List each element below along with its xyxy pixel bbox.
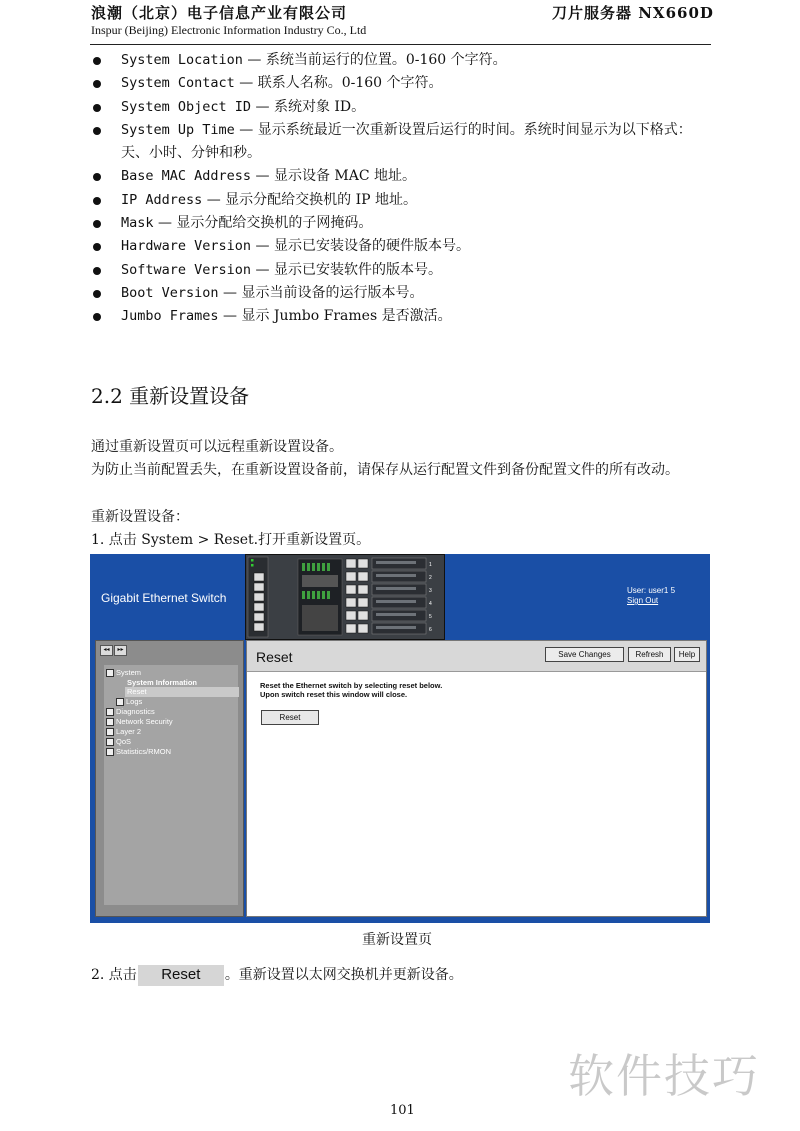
list-item bbox=[91, 282, 716, 305]
desc: — 显示已安装设备的硬件版本号。 bbox=[251, 238, 470, 255]
list-item bbox=[91, 305, 716, 328]
nav-back-button[interactable]: ◂◂ bbox=[100, 645, 113, 656]
header-company-en: Inspur (Beijing) Electronic Information Industry Co., Ltd bbox=[91, 23, 367, 37]
desc: — 系统对象 ID。 bbox=[251, 98, 366, 115]
term: System Location bbox=[121, 52, 243, 68]
list-item bbox=[91, 165, 716, 188]
nav-forward-button[interactable]: ▸▸ bbox=[114, 645, 127, 656]
page-title: Reset bbox=[256, 649, 293, 665]
bullet-icon bbox=[93, 220, 101, 228]
sign-out-link[interactable]: Sign Out bbox=[627, 596, 659, 605]
reset-description: Reset the Ethernet switch by selecting reset below. Upon switch reset this window will close. bbox=[260, 681, 443, 699]
desc: — 显示系统最近一次重新设置后运行的时间。系统时间显示为以下格式：天、小时、分钟和秒。 bbox=[121, 121, 692, 162]
warning-paragraph: 为防止当前配置丢失，在重新设置设备前，请保存从运行配置文件到备份配置文件的所有改动。 bbox=[91, 462, 679, 478]
slot-number-5: 5 bbox=[429, 614, 432, 620]
term: Software Version bbox=[121, 261, 252, 278]
tree-item-system-information[interactable]: System Information bbox=[127, 678, 198, 687]
bullet-icon bbox=[93, 313, 101, 321]
desc: — 显示已安装软件的版本号。 bbox=[251, 261, 442, 278]
expand-icon bbox=[106, 738, 114, 746]
desc: — 显示分配给交换机的子网掩码。 bbox=[153, 215, 373, 232]
desc: — 联系人名称。0-160 个字符。 bbox=[234, 75, 443, 92]
page-number: 101 bbox=[390, 1103, 415, 1118]
step-2 bbox=[91, 964, 463, 986]
tree-item-statistics-rmon[interactable]: Statistics/RMON bbox=[106, 747, 171, 757]
bullet-icon bbox=[93, 127, 101, 135]
bullet-icon bbox=[93, 173, 101, 181]
expand-icon bbox=[106, 728, 114, 736]
tree-item-system[interactable]: System bbox=[106, 668, 141, 678]
bullet-icon bbox=[93, 80, 101, 88]
term: Mask bbox=[121, 215, 154, 232]
tree-item-network-security[interactable]: Network Security bbox=[106, 717, 173, 727]
desc: — 显示 Jumbo Frames 是否激活。 bbox=[218, 308, 452, 325]
step-2-suffix: 。重新设置以太网交换机并更新设备。 bbox=[224, 967, 463, 983]
bullet-icon bbox=[93, 57, 101, 65]
slot-number-2: 2 bbox=[429, 575, 432, 581]
term: System Object ID bbox=[121, 98, 252, 115]
reset-button[interactable]: Reset bbox=[261, 710, 319, 725]
list-item bbox=[91, 96, 716, 119]
term: System Up Time bbox=[121, 121, 235, 138]
procedure-label: 重新设置设备： bbox=[91, 509, 189, 525]
help-button[interactable]: Help bbox=[674, 647, 700, 662]
field-description-list bbox=[91, 49, 716, 329]
desc: — 显示设备 MAC 地址。 bbox=[251, 168, 417, 185]
term: IP Address bbox=[121, 191, 203, 208]
step-1: 1. 点击 System > Reset.打开重新设置页。 bbox=[91, 532, 371, 548]
term: System Contact bbox=[121, 75, 235, 92]
tree-item-reset[interactable]: Reset bbox=[125, 687, 239, 697]
header-company-cn: 浪潮（北京）电子信息产业有限公司 bbox=[91, 4, 348, 22]
nav-panel bbox=[95, 640, 244, 917]
term: Hardware Version bbox=[121, 238, 252, 255]
banner-title: Gigabit Ethernet Switch bbox=[101, 591, 227, 605]
list-item bbox=[91, 119, 716, 166]
expand-icon bbox=[106, 708, 114, 716]
tree-item-layer2[interactable]: Layer 2 bbox=[106, 727, 141, 737]
watermark: 软件技巧 bbox=[568, 1049, 760, 1103]
list-item bbox=[91, 212, 716, 235]
desc: — 显示当前设备的运行版本号。 bbox=[218, 284, 424, 301]
slot-number-6: 6 bbox=[429, 627, 432, 633]
header-product: 刀片服务器 NX660D bbox=[552, 4, 714, 22]
list-item bbox=[91, 72, 716, 95]
term: Jumbo Frames bbox=[121, 308, 219, 325]
content-panel bbox=[246, 640, 707, 917]
term: Boot Version bbox=[121, 284, 219, 301]
tree-item-qos[interactable]: QoS bbox=[106, 737, 131, 747]
reset-page-screenshot bbox=[90, 554, 710, 923]
slot-number-3: 3 bbox=[429, 588, 432, 594]
desc: — 系统当前运行的位置。0-160 个字符。 bbox=[242, 52, 507, 68]
expand-icon bbox=[106, 718, 114, 726]
user-label: User: user1 5 bbox=[627, 586, 676, 595]
list-item bbox=[91, 235, 716, 258]
slot-number-4: 4 bbox=[429, 601, 432, 607]
collapse-icon bbox=[106, 669, 114, 677]
bullet-icon bbox=[93, 267, 101, 275]
tree-item-logs[interactable]: Logs bbox=[116, 697, 142, 707]
bullet-icon bbox=[93, 197, 101, 205]
intro-paragraph: 通过重新设置页可以远程重新设置设备。 bbox=[91, 439, 343, 455]
expand-icon bbox=[116, 698, 124, 706]
figure-caption: 重新设置页 bbox=[362, 932, 432, 948]
switch-chassis-image bbox=[245, 554, 445, 640]
refresh-button[interactable]: Refresh bbox=[628, 647, 671, 662]
content-toolbar bbox=[247, 641, 706, 672]
reset-button-image: Reset bbox=[138, 965, 224, 986]
chassis-graphic bbox=[246, 555, 444, 639]
user-info bbox=[627, 586, 675, 606]
term: Base MAC Address bbox=[121, 168, 252, 185]
save-changes-button[interactable]: Save Changes bbox=[545, 647, 624, 662]
bullet-icon bbox=[93, 104, 101, 112]
section-title: 2.2 重新设置设备 bbox=[91, 384, 250, 408]
header-rule bbox=[90, 44, 711, 45]
bullet-icon bbox=[93, 290, 101, 298]
list-item bbox=[91, 259, 716, 282]
expand-icon bbox=[106, 748, 114, 756]
step-2-prefix: 2. 点击 bbox=[91, 967, 137, 983]
desc: — 显示分配给交换机的 IP 地址。 bbox=[202, 191, 418, 208]
list-item bbox=[91, 189, 716, 212]
slot-number-1: 1 bbox=[429, 562, 432, 568]
tree-item-diagnostics[interactable]: Diagnostics bbox=[106, 707, 155, 717]
nav-tree bbox=[104, 665, 238, 905]
list-item bbox=[91, 49, 716, 72]
bullet-icon bbox=[93, 243, 101, 251]
